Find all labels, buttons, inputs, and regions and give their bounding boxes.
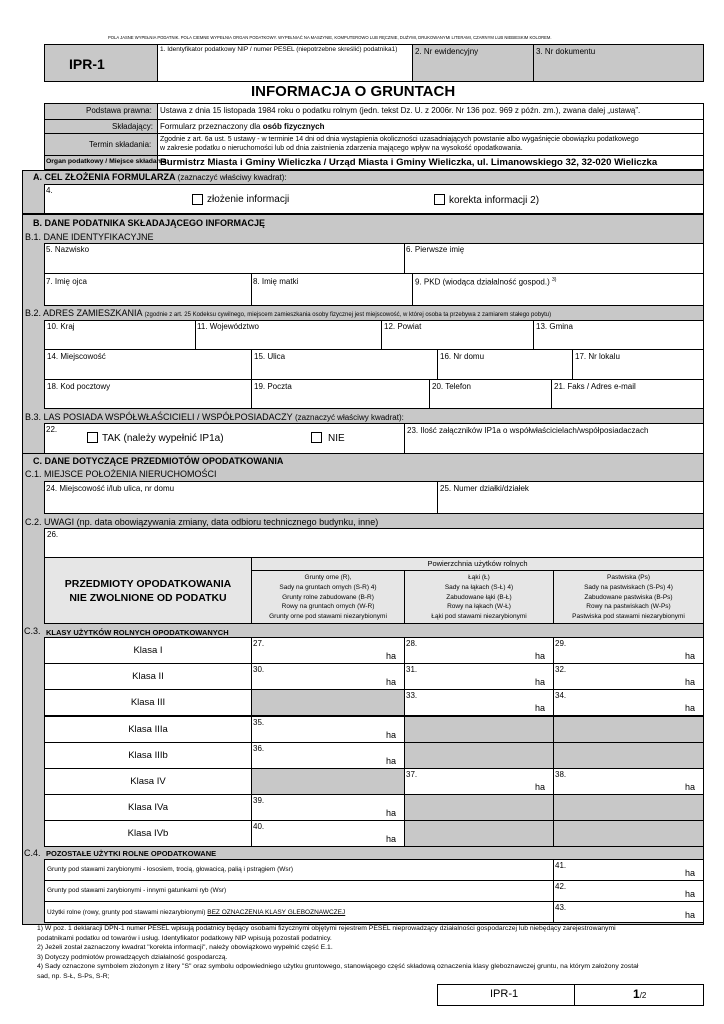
correction-checkbox[interactable] — [434, 194, 445, 205]
remarks-label: 26. — [47, 530, 59, 539]
postal-code-label: 18. Kod pocztowy — [47, 382, 111, 391]
house-number-label: 16. Nr domu — [440, 352, 485, 361]
municipality-field[interactable] — [533, 320, 704, 350]
area-disabled-cell — [404, 820, 554, 847]
area-field-number: 27. — [253, 639, 265, 648]
area-field-number: 31. — [406, 665, 418, 674]
area-field-number: 38. — [555, 770, 567, 779]
attachments-count-label: 23. Ilość załączników IP1a o współwłaścicielach/współposiadaczach — [407, 426, 649, 435]
subjects-header — [44, 557, 252, 624]
area-disabled-cell — [553, 716, 704, 743]
area-unit: ha — [684, 782, 695, 792]
class-name: Klasa II — [132, 671, 164, 682]
area-input-cell[interactable] — [251, 663, 405, 690]
remarks-field[interactable] — [44, 528, 704, 558]
tax-office-value: Burmistrz Miasta i Gminy Wieliczka / Urząd Miasta i Gminy Wieliczka, ul. Limanowskiego 32, 32-020 Wieliczka — [160, 157, 658, 168]
class-name: Klasa IVa — [128, 802, 168, 813]
registry-number-label: 2. Nr ewidencyjny — [415, 47, 479, 56]
class-name: Klasa I — [133, 645, 163, 656]
top-note: POLA JASNE WYPEŁNIA PODATNIK. POLA CIEMNE WYPEŁNIA ORGAN PODATKOWY. WYPEŁNIAĆ NA MASZYNIE, KOMPUTEROWO LUB RĘCZNIE, DUŻYMI, DRUKOWANYMI LITERAMI, CZARNYM LUB NIEBIESKIM KOLOREM. — [108, 35, 552, 40]
street-label: 15. Ulica — [254, 352, 286, 361]
field-41[interactable] — [553, 859, 704, 881]
area-field-number: 33. — [406, 691, 418, 700]
post-office-label: 19. Poczta — [254, 382, 292, 391]
column-pastures — [553, 570, 704, 624]
surname-field[interactable] — [44, 243, 405, 274]
footnote-1: 1) W poz. 1 deklaracji DPN-1 numer PESEL wpisują podatnicy będący osobami fizycznymi objętymi rejestrem PESEL nieprowadzący działalności gospodarczej lub niebędący zarejestrowanymi — [37, 925, 616, 932]
section-a-title: A. CEL ZŁOŻENIA FORMULARZA (zaznaczyć właściwy kwadrat): — [33, 172, 287, 182]
area-unit: ha — [385, 808, 396, 818]
area-disabled-cell — [404, 716, 554, 743]
footnote-2: 2) Jeżeli został zaznaczony kwadrat "korekta informacji", należy obowiązkowo wypełnić część E.1. — [37, 944, 333, 951]
c4-title: POZOSTAŁE UŻYTKI ROLNE OPODATKOWANE — [46, 849, 217, 858]
father-name-label: 7. Imię ojca — [46, 277, 87, 286]
area-field-number: 28. — [406, 639, 418, 648]
submission-option-label: złożenie informacji — [207, 194, 290, 205]
pkd-label: 9. PKD (wiodąca działalność gospod.) $^{3)}$ — [415, 277, 557, 287]
c4-number: C.4. — [24, 848, 41, 858]
area-input-cell[interactable] — [251, 716, 405, 743]
class-row-label — [44, 768, 252, 795]
area-input-cell[interactable] — [404, 689, 554, 716]
country-label: 10. Kraj — [47, 322, 75, 331]
other-land-label-2: Grunty pod stawami zarybionymi - innymi gatunkami ryb (Wsr) — [47, 887, 227, 894]
area-unit: ha — [534, 651, 545, 661]
surname-label: 5. Nazwisko — [46, 245, 90, 254]
field-43[interactable] — [553, 901, 704, 923]
identifier-label: 1. Identyfikator podatkowy NIP / numer PESEL (niepotrzebne skreślić) podatnika1) — [160, 46, 398, 53]
other-land-row-1 — [44, 859, 554, 881]
country-field[interactable] — [44, 320, 196, 350]
legal-basis-value: Ustawa z dnia 15 listopada 1984 roku o podatku rolnym (jedn. tekst Dz. U. z 2006r. Nr 136 poz. 969 z późn. zm.), zwana dalej „ustawą”. — [160, 106, 641, 115]
area-unit: ha — [684, 703, 695, 713]
area-input-cell[interactable] — [553, 663, 704, 690]
area-header — [251, 557, 704, 571]
footnote-4-cont: sad, np. S-Ł, S-Ps, S-R; — [37, 972, 110, 980]
area-header-label: Powierzchnia użytków rolnych — [427, 559, 528, 568]
area-unit: ha — [534, 703, 545, 713]
area-unit: ha — [385, 730, 396, 740]
area-input-cell[interactable] — [553, 689, 704, 716]
page-title: INFORMACJA O GRUNTACH — [251, 83, 456, 100]
area-field-number: 37. — [406, 770, 418, 779]
deadline-line-1: Zgodnie z art. 6a ust. 5 ustawy - w terminie 14 dni od dnia wystąpienia okoliczności uzasadniających powstanie albo wygaśnięcie obowiązku podatkowego — [160, 136, 639, 143]
form-code-box — [44, 44, 158, 82]
correction-option-label: korekta informacji 2) — [449, 195, 540, 206]
c3-title: KLASY UŻYTKÓW ROLNYCH OPODATKOWANYCH — [46, 628, 229, 637]
legal-basis-label: Podstawa prawna: — [86, 106, 152, 115]
class-name: Klasa IV — [130, 776, 166, 787]
post-office-field[interactable] — [251, 379, 430, 409]
county-field[interactable] — [381, 320, 534, 350]
other-land-label-1: Grunty pod stawami zarybionymi - łososiem, trocią, głowacicą, palią i pstrągiem (Wsr) — [47, 866, 293, 873]
phone-field[interactable] — [429, 379, 552, 409]
area-disabled-cell — [404, 794, 554, 821]
voivodeship-label: 11. Województwo — [197, 322, 259, 331]
co-owners-yes-label: TAK (należy wypełnić IP1a) — [102, 433, 224, 444]
area-input-cell[interactable] — [404, 768, 554, 795]
field-42-number: 42. — [555, 882, 567, 891]
submitter-value: Formularz przeznaczony dla osób fizycznych — [160, 122, 325, 131]
footer-form-code: IPR-1 — [490, 988, 519, 1000]
area-unit: ha — [684, 677, 695, 687]
area-unit: ha — [385, 756, 396, 766]
co-owners-field — [44, 423, 405, 454]
area-unit: ha — [684, 651, 695, 661]
field-4-number: 4. — [46, 186, 53, 195]
voivodeship-field[interactable] — [195, 320, 382, 350]
field-42-unit: ha — [684, 889, 695, 899]
street-field[interactable] — [251, 349, 438, 380]
area-disabled-cell — [553, 820, 704, 847]
area-field-number: 40. — [253, 822, 265, 831]
area-disabled-cell — [553, 742, 704, 769]
area-disabled-cell — [251, 768, 405, 795]
fax-email-label: 21. Faks / Adres e-mail — [554, 382, 636, 391]
area-input-cell[interactable] — [251, 820, 405, 847]
b3-title: B.3. LAS POSIADA WSPÓŁWŁAŚCICIELI / WSPÓŁPOSIADACZY (zaznaczyć właściwy kwadrat): — [25, 412, 404, 422]
class-name: Klasa IVb — [127, 828, 169, 839]
area-input-cell[interactable] — [404, 637, 554, 664]
attachments-count-field[interactable] — [404, 423, 704, 454]
area-input-cell[interactable] — [553, 637, 704, 664]
area-input-cell[interactable] — [404, 663, 554, 690]
column-arable-text: Grunty orne (R), Sady na gruntach ornych (S-R) 4) Grunty rolne zabudowane (B-R) Rowy na gruntach ornych (W-R) Grunty orne pod stawami niezarybionymi — [269, 574, 387, 621]
deadline-label: Termin składania: — [89, 140, 152, 149]
column-arable — [251, 570, 405, 624]
father-name-field[interactable] — [44, 273, 252, 306]
first-name-field[interactable] — [404, 243, 704, 274]
property-location-label: 24. Miejscowość i/lub ulica, nr domu — [46, 484, 175, 493]
footnote-1-cont: podatnikami podatku od towarów i usług. Identyfikator podatkowy NIP wpisują pozostali podatnicy. — [37, 934, 332, 942]
footnotes — [37, 924, 638, 981]
class-row-label — [44, 794, 252, 821]
class-row-label — [44, 742, 252, 769]
area-unit: ha — [534, 677, 545, 687]
class-row-label — [44, 820, 252, 847]
apartment-number-field[interactable] — [572, 349, 704, 380]
page-number: 1/2 — [633, 987, 647, 1001]
footnote-4: 4) Sady oznaczone symbolem złożonym z litery "S" oraz symbolu odpowiedniego użytku gruntowego, stanowiącego część składową oznaczenia klasy gleboznawczej gruntu, na którym założony został — [37, 963, 639, 970]
house-number-field[interactable] — [437, 349, 573, 380]
class-row-label — [44, 663, 252, 690]
class-name: Klasa IIIb — [128, 750, 168, 761]
area-disabled-cell — [404, 742, 554, 769]
fax-email-field[interactable] — [551, 379, 704, 409]
mother-name-label: 8. Imię matki — [253, 277, 299, 286]
area-input-cell[interactable] — [251, 637, 405, 664]
mother-name-field[interactable] — [251, 273, 413, 306]
column-meadows-text: Łąki (Ł) Sady na łąkach (S-Ł) 4) Zabudowane łąki (B-Ł) Rowy na łąkach (W-Ł) Łąki pod stawami niezarybionymi — [431, 574, 527, 621]
pkd-field[interactable] — [412, 273, 704, 306]
field-41-unit: ha — [684, 868, 695, 878]
property-location-field[interactable] — [44, 481, 438, 514]
other-land-label-3: Użytki rolne (rowy, grunty pod stawami niezarybionymi) BEZ OZNACZENIA KLASY GLEBOZNAWCZEJ — [47, 909, 346, 916]
area-field-number: 30. — [253, 665, 265, 674]
area-input-cell[interactable] — [553, 768, 704, 795]
form-code: IPR-1 — [69, 56, 105, 72]
class-name: Klasa III — [130, 697, 166, 708]
co-owners-no-label: NIE — [328, 433, 345, 444]
area-field-number: 35. — [253, 718, 265, 727]
column-pastures-text: Pastwiska (Ps) Sady na pastwiskach (S-Ps) 4) Zabudowane pastwiska (B-Ps) Rowy na pastwiskach (W-Ps) Pastwiska pod stawami niezarybionymi — [572, 574, 685, 621]
area-input-cell[interactable] — [251, 794, 405, 821]
locality-field[interactable] — [44, 349, 252, 380]
class-name: Klasa IIIa — [128, 724, 168, 735]
registry-number-field — [412, 44, 534, 82]
area-unit: ha — [385, 834, 396, 844]
phone-label: 20. Telefon — [432, 382, 471, 391]
area-input-cell[interactable] — [251, 742, 405, 769]
submitter-label: Składający: — [112, 122, 153, 131]
parcel-number-label: 25. Numer działki/działek — [440, 484, 529, 493]
document-number-label: 3. Nr dokumentu — [536, 47, 596, 56]
area-field-number: 36. — [253, 744, 265, 753]
class-row-label — [44, 637, 252, 664]
deadline-line-2: w zakresie podatku o nieruchomości lub od dnia zaistnienia zdarzenia mającego wpływ na wysokość opodatkowania. — [160, 145, 523, 152]
page-footer — [437, 984, 704, 1006]
apartment-number-label: 17. Nr lokalu — [575, 352, 620, 361]
c1-title: C.1. MIEJSCE POŁOŻENIA NIERUCHOMOŚCI — [25, 469, 217, 479]
purpose-field — [44, 184, 704, 214]
area-disabled-cell — [251, 689, 405, 716]
field-41-number: 41. — [555, 861, 567, 870]
area-field-number: 39. — [253, 796, 265, 805]
field-43-unit: ha — [684, 910, 695, 920]
area-unit: ha — [385, 677, 396, 687]
field-42[interactable] — [553, 880, 704, 902]
area-field-number: 29. — [555, 639, 567, 648]
identifier-field[interactable] — [157, 44, 413, 82]
co-owners-yes-checkbox[interactable] — [87, 432, 98, 443]
submission-checkbox[interactable] — [192, 194, 203, 205]
first-name-label: 6. Pierwsze imię — [406, 245, 465, 254]
section-b-title: B. DANE PODATNIKA SKŁADAJĄCEGO INFORMACJĘ — [33, 218, 266, 228]
area-field-number: 32. — [555, 665, 567, 674]
field-22-number: 22. — [46, 425, 58, 434]
class-row-label — [44, 689, 252, 716]
municipality-label: 13. Gmina — [536, 322, 573, 331]
field-43-number: 43. — [555, 903, 567, 912]
other-land-row-2 — [44, 880, 554, 902]
postal-code-field[interactable] — [44, 379, 252, 409]
locality-label: 14. Miejscowość — [47, 352, 106, 361]
subjects-title: PRZEDMIOTY OPODATKOWANIA NIE ZWOLNIONE OD PODATKU — [64, 578, 232, 604]
area-unit: ha — [534, 782, 545, 792]
footnote-3: 3) Dotyczy podmiotów prowadzących działalność gospodarczą. — [37, 953, 228, 961]
b1-title: B.1. DANE IDENTYFIKACYJNE — [25, 232, 154, 242]
class-row-label — [44, 716, 252, 743]
c3-number: C.3. — [24, 626, 41, 636]
c2-title: C.2. UWAGI (np. data obowiązywania zmiany, data odbioru technicznego budynku, inne) — [25, 517, 379, 527]
other-land-row-3 — [44, 901, 554, 923]
co-owners-no-checkbox[interactable] — [311, 432, 322, 443]
county-label: 12. Powiat — [384, 322, 422, 331]
document-number-field — [533, 44, 704, 82]
tax-office-label: Organ podatkowy / Miejsce składania: — [46, 158, 169, 165]
section-c-title: C. DANE DOTYCZĄCE PRZEDMIOTÓW OPODATKOWANIA — [33, 456, 284, 466]
area-disabled-cell — [553, 794, 704, 821]
parcel-number-field[interactable] — [437, 481, 704, 514]
column-meadows — [404, 570, 554, 624]
area-unit: ha — [385, 651, 396, 661]
b2-title: B.2. ADRES ZAMIESZKANIA (zgodnie z art. 25 Kodeksu cywilnego, miejscem zamieszkania osoby fizycznej jest miejscowość, w której osoba ta przebywa z zamiarem stałego pobytu) — [25, 308, 552, 318]
area-field-number: 34. — [555, 691, 567, 700]
